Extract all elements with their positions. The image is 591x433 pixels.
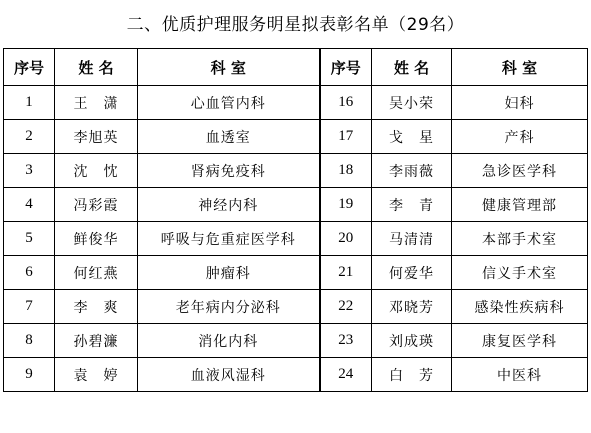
- seq-cell: 3: [4, 154, 55, 188]
- name-cell: 鲜俊华: [55, 222, 138, 256]
- table-row: [4, 188, 588, 222]
- seq-cell: 21: [320, 256, 372, 290]
- header-dept: 科 室: [138, 49, 320, 86]
- dept-cell: 肾病免疫科: [138, 154, 320, 188]
- seq-cell: 24: [320, 358, 372, 392]
- header-name: 姓 名: [55, 49, 138, 86]
- table-row: [4, 120, 588, 154]
- dept-cell: 中医科: [452, 358, 588, 392]
- name-cell: 白 芳: [372, 358, 452, 392]
- header-seq: 序号: [320, 49, 372, 86]
- name-cell: 李雨薇: [372, 154, 452, 188]
- table-header-row: [4, 49, 588, 86]
- name-cell: 何爱华: [372, 256, 452, 290]
- name-cell: 马清清: [372, 222, 452, 256]
- seq-cell: 17: [320, 120, 372, 154]
- dept-cell: 信义手术室: [452, 256, 588, 290]
- page-title: 二、优质护理服务明星拟表彰名单（29名）: [126, 15, 465, 35]
- dept-cell: 急诊医学科: [452, 154, 588, 188]
- name-cell: 袁 婷: [55, 358, 138, 392]
- seq-cell: 7: [4, 290, 55, 324]
- dept-cell: 感染性疾病科: [452, 290, 588, 324]
- table-row: [4, 154, 588, 188]
- header-dept: 科 室: [452, 49, 588, 86]
- name-cell: 邓晓芳: [372, 290, 452, 324]
- dept-cell: 消化内科: [138, 324, 320, 358]
- dept-cell: 神经内科: [138, 188, 320, 222]
- dept-cell: 妇科: [452, 86, 588, 120]
- seq-cell: 1: [4, 86, 55, 120]
- table-row: [4, 256, 588, 290]
- name-cell: 戈 星: [372, 120, 452, 154]
- table-row: [4, 86, 588, 120]
- name-cell: 李 爽: [55, 290, 138, 324]
- seq-cell: 18: [320, 154, 372, 188]
- name-cell: 沈 忱: [55, 154, 138, 188]
- seq-cell: 2: [4, 120, 55, 154]
- table-row: [4, 222, 588, 256]
- seq-cell: 9: [4, 358, 55, 392]
- name-cell: 李 青: [372, 188, 452, 222]
- name-cell: 何红燕: [55, 256, 138, 290]
- dept-cell: 心血管内科: [138, 86, 320, 120]
- header-seq: 序号: [4, 49, 55, 86]
- dept-cell: 老年病内分泌科: [138, 290, 320, 324]
- dept-cell: 本部手术室: [452, 222, 588, 256]
- table-row: [4, 358, 588, 392]
- dept-cell: 产科: [452, 120, 588, 154]
- seq-cell: 8: [4, 324, 55, 358]
- table-row: [4, 290, 588, 324]
- seq-cell: 16: [320, 86, 372, 120]
- honor-roll-table: [3, 48, 588, 392]
- seq-cell: 4: [4, 188, 55, 222]
- header-name: 姓 名: [372, 49, 452, 86]
- seq-cell: 20: [320, 222, 372, 256]
- name-cell: 孙碧濂: [55, 324, 138, 358]
- dept-cell: 健康管理部: [452, 188, 588, 222]
- dept-cell: 血液风湿科: [138, 358, 320, 392]
- dept-cell: 血透室: [138, 120, 320, 154]
- dept-cell: 康复医学科: [452, 324, 588, 358]
- name-cell: 吴小荣: [372, 86, 452, 120]
- name-cell: 刘成瑛: [372, 324, 452, 358]
- seq-cell: 23: [320, 324, 372, 358]
- seq-cell: 6: [4, 256, 55, 290]
- seq-cell: 22: [320, 290, 372, 324]
- dept-cell: 呼吸与危重症医学科: [138, 222, 320, 256]
- dept-cell: 肿瘤科: [138, 256, 320, 290]
- name-cell: 李旭英: [55, 120, 138, 154]
- seq-cell: 5: [4, 222, 55, 256]
- name-cell: 王 潇: [55, 86, 138, 120]
- name-cell: 冯彩霞: [55, 188, 138, 222]
- table-row: [4, 324, 588, 358]
- seq-cell: 19: [320, 188, 372, 222]
